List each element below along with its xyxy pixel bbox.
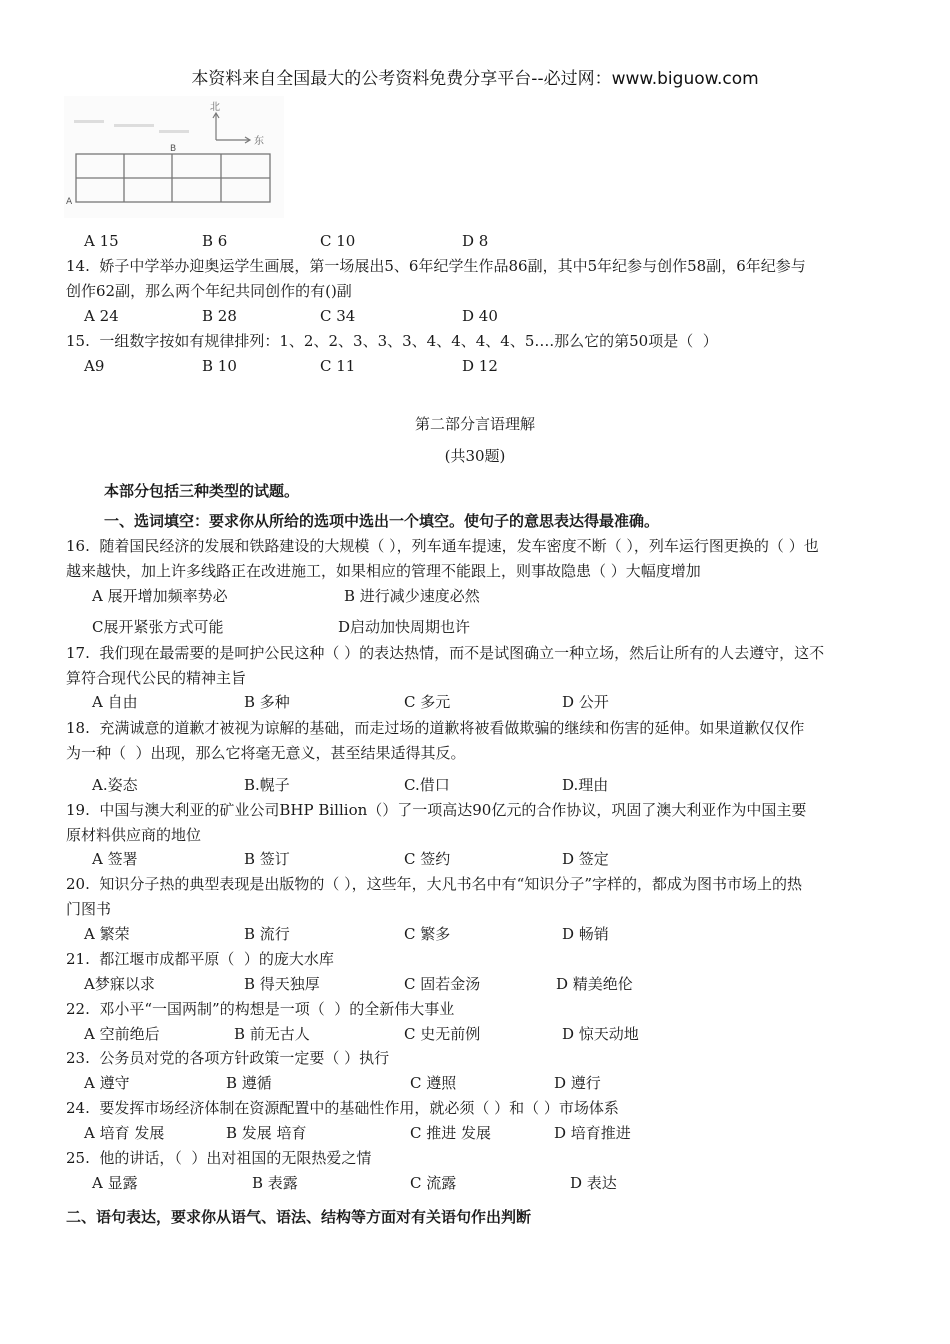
q22-option-a: A 空前绝后 — [84, 1025, 160, 1043]
section-count: (共30题) — [444, 447, 506, 465]
part1-heading: 一、选词填空：要求你从所给的选项中选出一个填空。使句子的意思表达得最准确。 — [104, 512, 660, 530]
q25-text-line1: 25. 他的讲话，（ ）出对祖国的无限热爱之情 — [66, 1149, 372, 1167]
q21-option-b: B 得天独厚 — [244, 975, 320, 993]
q15-text-line1: 15. 一组数字按如有规律排列：1、2、2、3、3、3、4、4、4、4、5….那么它的第50项是（ ） — [66, 332, 718, 350]
part2-heading: 二、语句表达，要求你从语气、语法、结构等方面对有关语句作出判断 — [66, 1208, 532, 1226]
north-label: 北 — [210, 102, 220, 113]
q22-option-d: D 惊天动地 — [562, 1025, 639, 1043]
q22-text-line1: 22. 邓小平“一国两制”的构想是一项（ ）的全新伟大事业 — [66, 1000, 455, 1018]
q18-option-d: D.理由 — [562, 776, 609, 794]
q16-option-b: B 进行减少速度必然 — [344, 587, 480, 605]
q19-option-a: A 签署 — [92, 850, 138, 868]
q25-option-a: A 显露 — [92, 1174, 138, 1192]
page-header: 本资料来自全国最大的公考资料免费分享平台--必过网：www.biguow.com — [191, 69, 759, 89]
q16-option-d: D启动加快周期也许 — [338, 618, 471, 636]
q19-text-line2: 原材料供应商的地位 — [66, 826, 202, 844]
q17-text-line1: 17. 我们现在最需要的是呵护公民这种（ ）的表达热情，而不是试图确立一种立场，然后让所有的人去遵守，这不 — [66, 644, 825, 662]
q23-option-d: D 遵行 — [554, 1074, 601, 1092]
q17-option-d: D 公开 — [562, 693, 609, 711]
q15-option-d: D 12 — [462, 357, 498, 375]
q24-option-b: B 发展 培育 — [226, 1124, 307, 1142]
q23-option-b: B 遵循 — [226, 1074, 272, 1092]
q18-option-a: A.姿态 — [92, 776, 138, 794]
q13-option-c: C 10 — [320, 232, 356, 250]
q15-option-b: B 10 — [202, 357, 237, 375]
q20-text-line2: 门图书 — [66, 900, 112, 918]
q17-option-a: A 自由 — [92, 693, 138, 711]
q17-option-c: C 多元 — [404, 693, 451, 711]
q23-text-line1: 23. 公务员对党的各项方针政策一定要（ ）执行 — [66, 1049, 390, 1067]
east-label: 东 — [254, 136, 264, 147]
q21-text-line1: 21. 都江堰市成都平原（ ）的庞大水库 — [66, 950, 334, 968]
q16-option-c: C展开紧张方式可能 — [92, 618, 224, 636]
q16-text-line1: 16. 随着国民经济的发展和铁路建设的大规模（ ），列车通车提速，发车密度不断（ ），列车运行图更换的（ ）也 — [66, 537, 819, 555]
q24-option-d: D 培育推进 — [554, 1124, 631, 1142]
q21-option-a: A梦寐以求 — [84, 975, 155, 993]
q14-text-line2: 创作62副，那么两个年纪共同创作的有()副 — [66, 282, 352, 300]
q20-text-line1: 20. 知识分子热的典型表现是出版物的（ ），这些年，大凡书名中有“知识分子”字样的，都成为图书市场上的热 — [66, 875, 803, 893]
q18-option-b: B.幌子 — [244, 776, 290, 794]
q13-option-b: B 6 — [202, 232, 228, 250]
q14-option-b: B 28 — [202, 307, 237, 325]
q20-option-b: B 流行 — [244, 925, 290, 943]
section-title: 第二部分言语理解 — [414, 415, 535, 433]
q19-option-d: D 签定 — [562, 850, 609, 868]
q18-text-line2: 为一种（ ）出现，那么它将毫无意义，甚至结果适得其反。 — [66, 744, 466, 762]
q24-option-a: A 培育 发展 — [84, 1124, 165, 1142]
q23-option-a: A 遵守 — [84, 1074, 130, 1092]
q23-option-c: C 遵照 — [410, 1074, 457, 1092]
q21-option-c: C 固若金汤 — [404, 975, 481, 993]
q16-text-line2: 越来越快，加上许多线路正在改进施工，如果相应的管理不能跟上，则事故隐患（ ）大幅度增加 — [66, 562, 701, 580]
grid-diagram — [64, 96, 284, 218]
section-intro: 本部分包括三种类型的试题。 — [104, 482, 300, 500]
q15-option-c: C 11 — [320, 357, 356, 375]
q25-option-d: D 表达 — [570, 1174, 617, 1192]
q14-option-a: A 24 — [84, 307, 119, 325]
q24-option-c: C 推进 发展 — [410, 1124, 492, 1142]
q17-option-b: B 多种 — [244, 693, 290, 711]
q18-option-c: C.借口 — [404, 776, 450, 794]
q19-option-c: C 签约 — [404, 850, 451, 868]
q22-option-b: B 前无古人 — [234, 1025, 310, 1043]
q18-text-line1: 18. 充满诚意的道歉才被视为谅解的基础，而走过场的道歉将被看做欺骗的继续和伤害的延伸。如果道歉仅仅作 — [66, 719, 805, 737]
q13-option-a: A 15 — [84, 232, 119, 250]
point-b-label: B — [170, 144, 177, 154]
q14-option-d: D 40 — [462, 307, 498, 325]
q20-option-d: D 畅销 — [562, 925, 609, 943]
q24-text-line1: 24. 要发挥市场经济体制在资源配置中的基础性作用，就必须（ ）和（ ）市场体系 — [66, 1099, 619, 1117]
q20-option-a: A 繁荣 — [84, 925, 130, 943]
q19-text-line1: 19. 中国与澳大利亚的矿业公司BHP Billion（）了一项高达90亿元的合作协议，巩固了澳大利亚作为中国主要 — [66, 801, 807, 819]
q20-option-c: C 繁多 — [404, 925, 451, 943]
grid-figure — [64, 96, 284, 218]
q16-option-a: A 展开增加频率势必 — [92, 587, 228, 605]
q21-option-d: D 精美绝伦 — [556, 975, 633, 993]
q15-option-a: A9 — [84, 357, 105, 375]
q14-option-c: C 34 — [320, 307, 356, 325]
q19-option-b: B 签订 — [244, 850, 290, 868]
q13-option-d: D 8 — [462, 232, 489, 250]
q14-text-line1: 14. 娇子中学举办迎奥运学生画展，第一场展出5、6年纪学生作品86副，其中5年纪参与创作58副，6年纪参与 — [66, 257, 806, 275]
q17-text-line2: 算符合现代公民的精神主旨 — [66, 669, 247, 687]
q22-option-c: C 史无前例 — [404, 1025, 481, 1043]
q25-option-b: B 表露 — [252, 1174, 298, 1192]
q25-option-c: C 流露 — [410, 1174, 457, 1192]
point-a-label: A — [66, 197, 73, 207]
